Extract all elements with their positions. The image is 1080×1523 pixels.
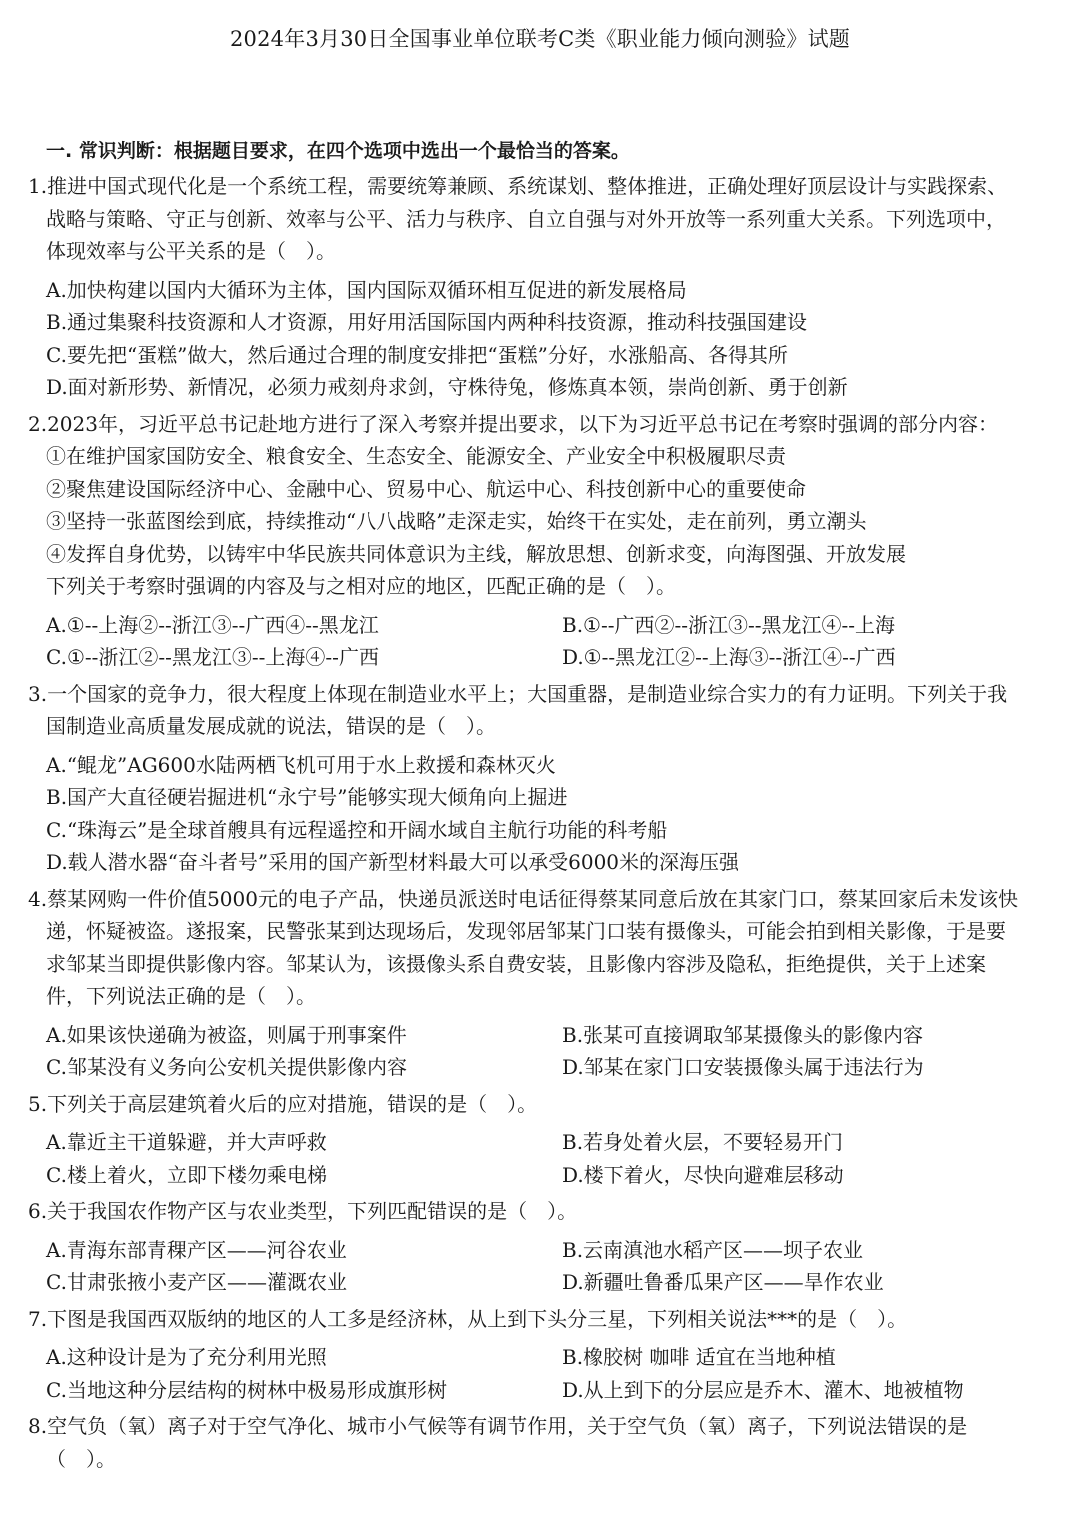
question-1-option-c[interactable]: C.要先把“蛋糕”做大，然后通过合理的制度安排把“蛋糕”分好，水涨船高、各得其所: [46, 342, 788, 367]
question-5-options: [0, 1126, 1080, 1191]
question-7-option-b[interactable]: B.橡胶树 咖啡 适宜在当地种植: [562, 1345, 836, 1369]
question-2-option-d[interactable]: D.①--黑龙江②--上海③--浙江④--广西: [562, 645, 896, 669]
question-1-option-b[interactable]: B.通过集聚科技资源和人才资源，用好用活国际国内两种科技资源，推动科技强国建设: [46, 310, 808, 334]
question-1-stem: [0, 170, 1080, 268]
question-5-option-d[interactable]: D.楼下着火，尽快向避难层移动: [562, 1162, 844, 1187]
question-2-option-a[interactable]: A.①--上海②--浙江③--广西④--黑龙江: [46, 612, 379, 637]
question-2-line-5: ④发挥自身优势，以铸牢中华民族共同体意识为主线，解放思想、创新求变，向海图强、开放发展: [46, 541, 906, 566]
question-5-option-b[interactable]: B.若身处着火层，不要轻易开门: [562, 1130, 844, 1154]
question-1-line-2: 战略与策略、守正与创新、效率与公平、活力与秩序、自立自强与对外开放等一系列重大关系。下列选项中，: [46, 206, 1006, 231]
question-6-option-c[interactable]: C.甘肃张掖小麦产区——灌溉农业: [46, 1270, 347, 1294]
question-4-option-a[interactable]: A.如果该快递确为被盗，则属于刑事案件: [46, 1022, 407, 1047]
page-title: 2024年3月30日全国事业单位联考C类《职业能力倾向测验》试题: [230, 27, 850, 51]
question-8: [0, 1410, 1080, 1475]
question-6-option-a[interactable]: A.青海东部青稞产区——河谷农业: [46, 1237, 347, 1262]
question-3-option-a[interactable]: A.“鲲龙”AG600水陆两栖飞机可用于水上救援和森林灭火: [46, 752, 556, 777]
question-4-line-3: 求邹某当即提供影像内容。邹某认为，该摄像头系自费安装，且影像内容涉及隐私，拒绝提供，关于上述案: [46, 951, 986, 976]
question-5-line-1: 5.下列关于高层建筑着火后的应对措施，错误的是（ ）。: [28, 1091, 538, 1116]
question-2-options-row-2: [0, 641, 1080, 674]
question-3-options: [0, 749, 1080, 879]
question-2-line-1: 2.2023年，习近平总书记赴地方进行了深入考察并提出要求，以下为习近平总书记在考察时强调的部分内容：: [28, 411, 998, 436]
question-5-option-a[interactable]: A.靠近主干道躲避，并大声呼救: [46, 1130, 327, 1154]
question-2-option-b[interactable]: B.①--广西②--浙江③--黑龙江④--上海: [562, 612, 896, 637]
question-7-stem: [0, 1303, 1080, 1336]
question-1-line-1: 1.推进中国式现代化是一个系统工程，需要统筹兼顾、系统谋划、整体推进，正确处理好顶层设计与实践探索、: [28, 174, 1008, 198]
question-7-line-1: 7.下图是我国西双版纳的地区的人工多是经济林，从上到下头分三星，下列相关说法***的是（ ）。: [28, 1306, 908, 1331]
question-1: [0, 170, 1080, 404]
question-1-options: [0, 274, 1080, 404]
question-3-option-c[interactable]: C.“珠海云”是全球首艘具有远程遥控和开阔水域自主航行功能的科考船: [46, 817, 668, 842]
question-4-line-4: 件，下列说法正确的是（ ）。: [46, 984, 316, 1008]
question-8-stem: [0, 1410, 1080, 1475]
question-2-option-c[interactable]: C.①--浙江②--黑龙江③--上海④--广西: [46, 645, 379, 669]
question-2-line-4: ③坚持一张蓝图绘到底，持续推动“八八战略”走深走实，始终干在实处，走在前列，勇立潮头: [46, 509, 867, 533]
question-3-line-2: 国制造业高质量发展成就的说法，错误的是（ ）。: [46, 714, 496, 738]
question-8-line-1: 8.空气负（氧）离子对于空气净化、城市小气候等有调节作用，关于空气负（氧）离子，下列说法错误的是: [28, 1414, 968, 1438]
question-4-options-row-1: [0, 1019, 1080, 1052]
question-3-option-b[interactable]: B.国产大直径硬岩掘进机“永宁号”能够实现大倾角向上掘进: [46, 785, 568, 809]
question-2: [0, 408, 1080, 674]
question-7-option-d[interactable]: D.从上到下的分层应是乔木、灌木、地被植物: [562, 1377, 964, 1402]
question-6-option-d[interactable]: D.新疆吐鲁番瓜果产区——旱作农业: [562, 1270, 884, 1294]
question-3-stem: [0, 678, 1080, 743]
question-2-options: [0, 609, 1080, 674]
question-6-option-b[interactable]: B.云南滇池水稻产区——坝子农业: [562, 1237, 864, 1262]
question-2-stem: [0, 408, 1080, 603]
question-6-options-row-2: [0, 1266, 1080, 1299]
question-6-options: [0, 1234, 1080, 1299]
question-6-options-row-1: [0, 1234, 1080, 1267]
question-5-option-c[interactable]: C.楼上着火，立即下楼勿乘电梯: [46, 1162, 327, 1187]
question-7-options-row-1: [0, 1341, 1080, 1374]
question-3-option-d[interactable]: D.载人潜水器“奋斗者号”采用的国产新型材料最大可以承受6000米的深海压强: [46, 850, 740, 874]
question-4-line-2: 递，怀疑被盗。遂报案，民警张某到达现场后，发现邻居邹某门口装有摄像头，可能会拍到相关影像，于是要: [46, 919, 1006, 943]
question-7-option-c[interactable]: C.当地这种分层结构的树林中极易形成旗形树: [46, 1377, 447, 1402]
question-5-options-row-1: [0, 1126, 1080, 1159]
question-8-line-2: （ ）。: [46, 1446, 116, 1471]
question-4-option-c[interactable]: C.邹某没有义务向公安机关提供影像内容: [46, 1055, 407, 1079]
question-2-line-6: 下列关于考察时强调的内容及与之相对应的地区，匹配正确的是（ ）。: [46, 574, 676, 598]
question-4-option-d[interactable]: D.邹某在家门口安装摄像头属于违法行为: [562, 1055, 924, 1079]
question-2-line-2: ①在维护国家国防安全、粮食安全、生态安全、能源安全、产业安全中积极履职尽责: [46, 444, 786, 468]
question-4-stem: [0, 883, 1080, 1013]
question-7-option-a[interactable]: A.这种设计是为了充分利用光照: [46, 1345, 327, 1369]
section-heading: 一. 常识判断：根据题目要求，在四个选项中选出一个最恰当的答案。: [46, 140, 630, 162]
question-2-line-3: ②聚焦建设国际经济中心、金融中心、贸易中心、航运中心、科技创新中心的重要使命: [46, 476, 806, 501]
question-3-line-1: 3.一个国家的竞争力，很大程度上体现在制造业水平上；大国重器，是制造业综合实力的有力证明。下列关于我: [28, 681, 1008, 706]
question-1-option-a[interactable]: A.加快构建以国内大循环为主体，国内国际双循环相互促进的新发展格局: [46, 277, 687, 302]
question-3: [0, 678, 1080, 879]
question-4-option-b[interactable]: B.张某可直接调取邹某摄像头的影像内容: [562, 1022, 924, 1047]
question-4-options-row-2: [0, 1051, 1080, 1084]
question-4-options: [0, 1019, 1080, 1084]
question-7-options-row-2: [0, 1374, 1080, 1407]
question-4: [0, 883, 1080, 1084]
question-6-line-1: 6.关于我国农作物产区与农业类型，下列匹配错误的是（ ）。: [28, 1199, 578, 1223]
question-6: [0, 1195, 1080, 1299]
question-5-stem: [0, 1088, 1080, 1121]
question-7-options: [0, 1341, 1080, 1406]
question-list: [0, 170, 1080, 1481]
question-1-line-3: 体现效率与公平关系的是（ ）。: [46, 239, 336, 263]
question-5-options-row-2: [0, 1159, 1080, 1192]
question-7: [0, 1303, 1080, 1407]
question-1-option-d[interactable]: D.面对新形势、新情况，必须力戒刻舟求剑，守株待兔，修炼真本领，崇尚创新、勇于创新: [46, 375, 848, 399]
question-6-stem: [0, 1195, 1080, 1228]
question-2-options-row-1: [0, 609, 1080, 642]
question-4-line-1: 4.蔡某网购一件价值5000元的电子产品，快递员派送时电话征得蔡某同意后放在其家门口，蔡某回家后未发该快: [28, 886, 1018, 911]
question-5: [0, 1088, 1080, 1192]
